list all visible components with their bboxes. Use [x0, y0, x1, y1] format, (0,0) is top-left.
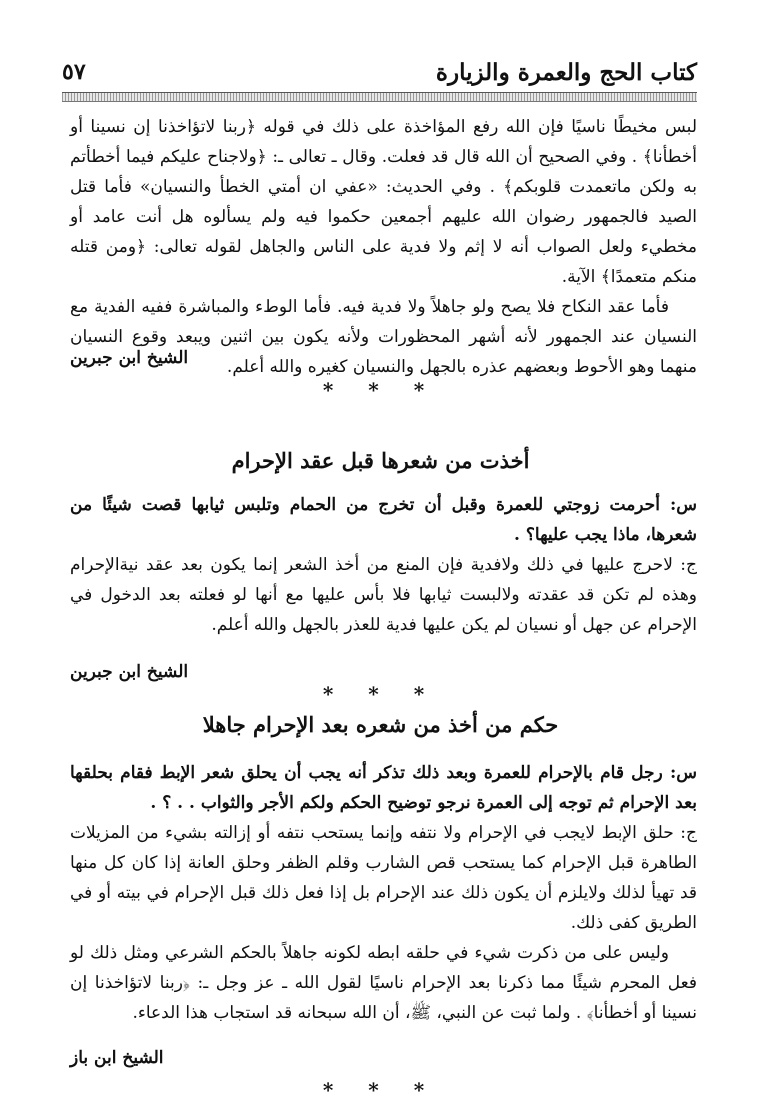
separator-2: * * * — [322, 682, 439, 706]
section1-paragraph-1: لبس مخيطًا ناسيًا فإن الله رفع المؤاخذة على ذلك في قوله ﴿ربنا لاتؤاخذنا إن نسينا أو أخطأنا﴾ . وفي الصحيح أن الله قال قد فعلت. وقال ـ تعالى ـ: ﴿ولاجناح عليكم فيما أخطأتم به ولكن ماتعمدت قلوبكم﴾ . وفي الحديث: «عفي ان أمتي الخطأ والنسيان» فأما قتل الصيد فالجمهور رضوان الله عليهم أجمعين حكموا فيه ولم يسألوه هل أنت عامد أو مخطيء ولعل الصواب أنه لا إثم ولا فدية على الناس والجاهل لقوله تعالى: ﴿ومن قتله منكم متعمدًا﴾ الآية. — [70, 117, 697, 287]
separator-3: * * * — [322, 1078, 439, 1102]
page-number: ٥٧ — [62, 59, 86, 85]
book-title: كتاب الحج والعمرة والزيارة — [435, 58, 697, 86]
section2-answer: ج: لاحرج عليها في ذلك ولافدية فإن المنع من أخذ الشعر إنما يكون بعد عقد نيةالإحرام وهذه لم تكن قد عقدته ولالبست ثيابها فلا بأس عليها مع أنها لو فعلته بعد الدخول في الإحرام عن جهل أو نسيان لم يكن عليها فدية للعذر بالجهل والله أعلم. — [70, 555, 698, 635]
section3-signature: الشيخ ابن باز — [70, 1048, 164, 1068]
page-header — [62, 52, 697, 92]
section2-signature: الشيخ ابن جبرين — [70, 662, 189, 682]
section2-body — [70, 490, 697, 640]
section2-heading: أخذت من شعرها قبل عقد الإحرام — [231, 448, 530, 473]
section3-question: س: رجل قام بالإحرام للعمرة وبعد ذلك تذكر أنه يجب أن يحلق شعر الإبط فقام بحلقها بعد الإحرام ثم توجه إلى العمرة نرجو توضيح الحكم ولكم الأجر والثواب . . ؟ . — [70, 763, 697, 813]
section1-paragraph-2: فأما عقد النكاح فلا يصح ولو جاهلاً ولا فدية فيه. فأما الوطء والمباشرة ففيه الفدية مع النسيان عند الجمهور لأنه أشهر المحظورات ولأنه يكون بين اثنين ويبعد وقوع النسيان منهما وهو الأحوط وبعضهم عذره بالجهل والنسيان كغيره والله أعلم. — [70, 297, 697, 377]
section3-heading: حكم من أخذ من شعره بعد الإحرام جاهلا — [202, 712, 559, 737]
section1-signature: الشيخ ابن جبرين — [70, 348, 189, 368]
separator-1: * * * — [322, 378, 439, 402]
header-rule — [62, 92, 697, 102]
section3-answer-continued: وليس على من ذكرت شيء في حلقه ابطه لكونه جاهلاً بالحكم الشرعي ومثل ذلك لو فعل المحرم شيئًا مما ذكرنا بعد الإحرام ناسيًا لقول الله ـ عز وجل ـ: ﴿ربنا لاتؤاخذنا إن نسينا أو أخطأنا﴾ . ولما ثبت عن النبي، ﷺ، أن الله سبحانه قد استجاب هذا الدعاء. — [70, 943, 697, 1023]
section3-body — [70, 758, 697, 1028]
section2-question: س: أحرمت زوجتي للعمرة وقبل أن تخرج من الحمام وتلبس ثيابها قصت شيئًا من شعرها، ماذا يجب عليها؟ . — [70, 495, 697, 545]
section1-body — [70, 112, 697, 382]
section3-answer: ج: حلق الإبط لايجب في الإحرام ولا نتفه وإنما يستحب نتفه أو إزالته بشيء من المزيلات الطاهرة قبل الإحرام كما يستحب قص الشارب وقلم الظفر وحلق العانة إذا كان كل منها قد تهيأ لذلك ولايلزم أن يكون ذلك عند الإحرام بل إذا فعل ذلك قبل الإحرام في بيته أو في الطريق كفى ذلك. — [70, 823, 697, 933]
